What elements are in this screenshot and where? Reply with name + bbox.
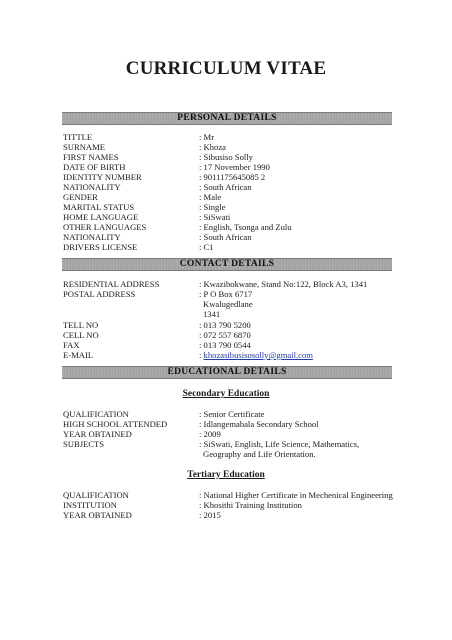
document-title: CURRICULUM VITAE	[125, 58, 327, 79]
section-bar-contact	[62, 258, 392, 271]
email-link[interactable]: khozasibusisosolly@gmail.com	[203, 350, 313, 360]
tertiary-education-heading: Tertiary Education	[187, 470, 265, 480]
cv-page: CURRICULUM VITAE PERSONAL DETAILS TITTLE : Mr SURNAME : Khoza FIRST NAMES : Sibusiso Solly DATE OF BIRTH : 17 November 1990 IDENTITY NUMBER : 9011175645085 2 NATIONALITY : South African GENDER : Male MARITAL STATUS : Single HOME LANGUAGE : SiSwati OTHER LANGUAGES : English, Tsonga and Zulu NATIONALITY : South African DRIVERS LICENSE : C1 CONTACT DETAILS RESIDENTIAL ADDRESS : Kwazibokwane, Stand No:122, Block A3, 1341 POSTAL ADDRESS : P O Box 6717 Kwalugedlane 1341 TELL NO : 013 790 5200 CELL NO : 072 557 6870 FAX : 013 790 0544 E-MAIL : khozasibusisosolly@gmail.com EDUCATIONAL DETAILS Secondary Education QUALIFICATION : Senior Certificate HIGH SCHOOL ATTENDED : Idlangemabala Secondary School YEAR OBTAINED : 2009 SUBJECTS : SiSwati, English, Life Science, Mathematics, Geography and Life Orientation. Tertiary Education QUALIFICATION : National Higher Certificate in Mechenical Engineering INSTITUTION : Khosithi Training Institution YEAR OBTAINED : 2015	[0, 0, 452, 640]
section-header-contact: CONTACT DETAILS	[179, 259, 275, 269]
section-header-education: EDUCATIONAL DETAILS	[167, 367, 287, 377]
section-bar-personal	[62, 112, 392, 125]
section-header-personal: PERSONAL DETAILS	[177, 113, 277, 123]
secondary-education-heading: Secondary Education	[182, 389, 270, 399]
section-bar-education	[62, 366, 392, 379]
